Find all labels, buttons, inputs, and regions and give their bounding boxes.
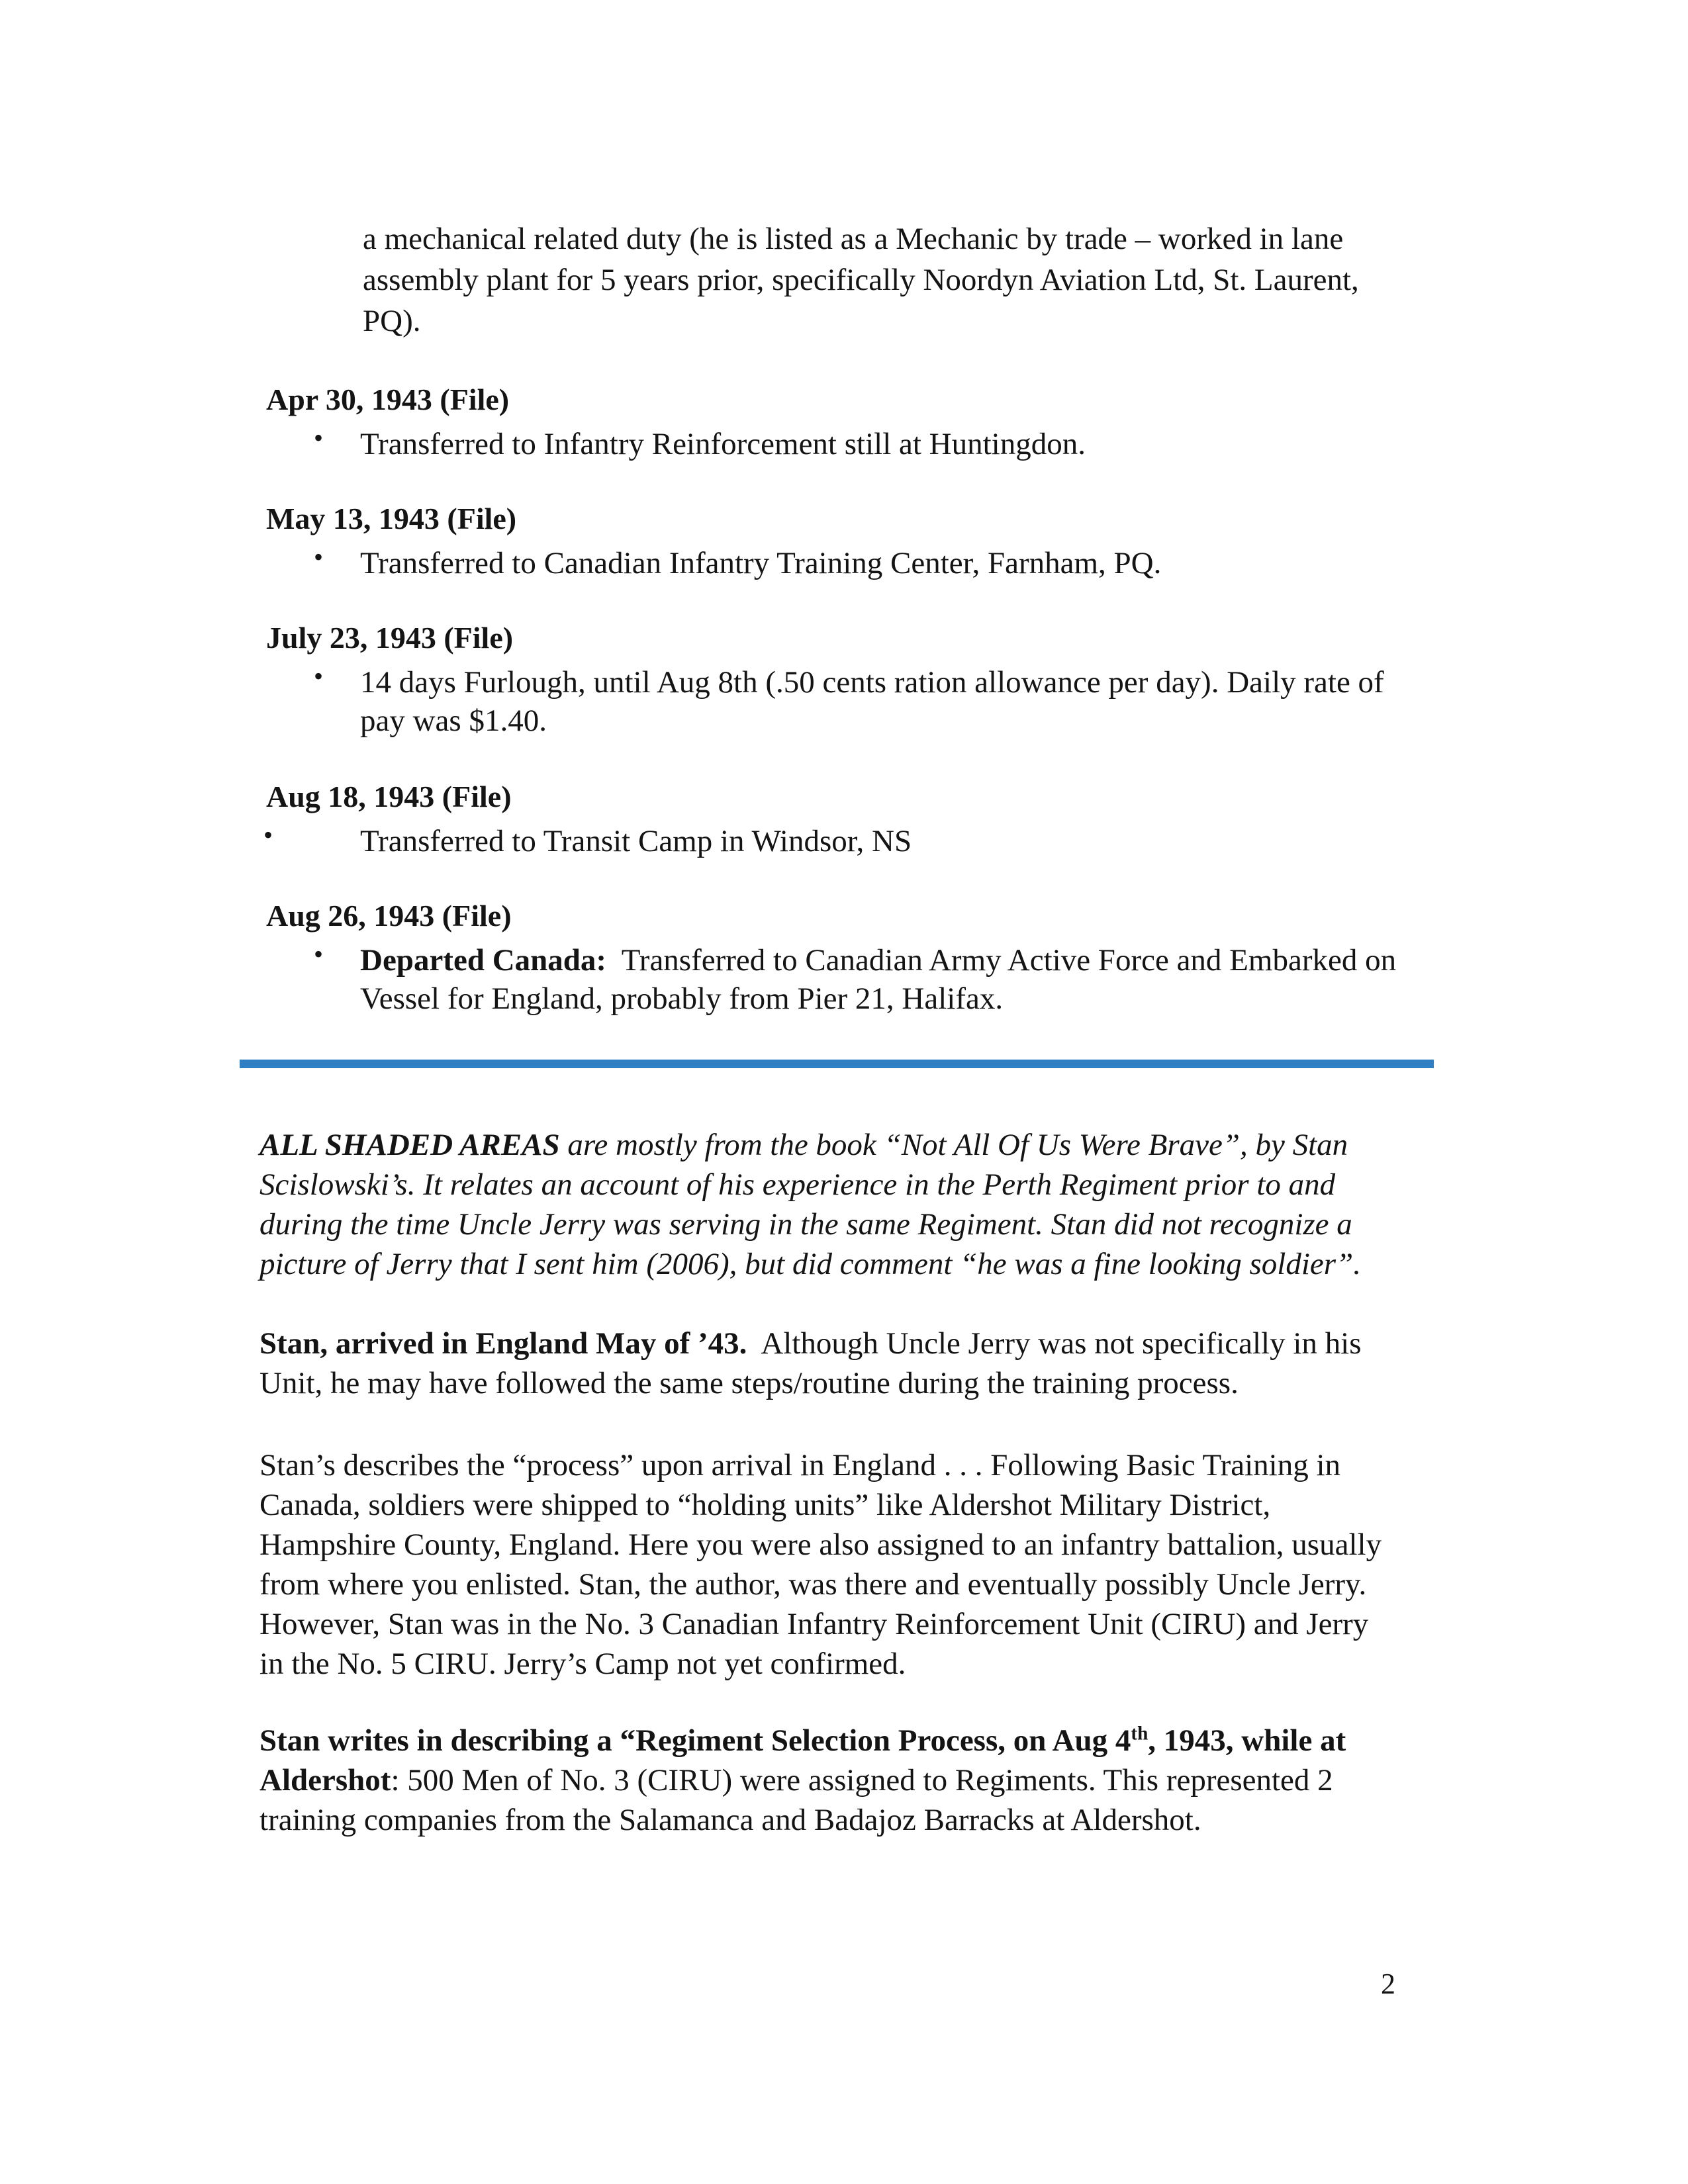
page-number: 2 [1381, 1968, 1395, 2000]
entry-date: May 13, 1943 (File) [266, 502, 517, 535]
entry-text: Transferred to Infantry Reinforcement still at Huntingdon. [360, 427, 1086, 461]
process-paragraph: Stan’s describes the “process” upon arrival in England . . . Following Basic Training in Canada, soldiers were shipped to “holding units” like Aldershot Military District, Hampshire County, England. Here you were also assigned to an infantry battalion, usually from where you enlisted. Stan, the author, was there and eventually possibly Uncle Jerry. However, Stan was in the No. 3 Canadian Infantry Reinforcement Unit (CIRU) and Jerry in the No. 5 CIRU. Jerry’s Camp not yet confirmed. [259, 1448, 1382, 1681]
arrival-paragraph [259, 1324, 1398, 1403]
source-note-text: are mostly from the book “Not All Of Us Were Brave”, by Stan Scislowski’s. It relates an account of his experience in the Perth Regiment prior to and during the time Uncle Jerry was serving in the same Regiment. Stan did not recognize a picture of Jerry that I sent him (2006), but did comment “he was a fine looking soldier”. [259, 1128, 1361, 1281]
entry-date: July 23, 1943 (File) [266, 621, 514, 655]
intro-paragraph: a mechanical related duty (he is listed as a Mechanic by trade – worked in lane assembly plant for 5 years prior, specifically Noordyn Aviation Ltd, St. Laurent, PQ). [363, 222, 1359, 338]
selection-lead-a: Stan writes in describing a “Regiment Selection Process, on Aug 4 [259, 1723, 1131, 1758]
bullet-icon: • [314, 423, 324, 453]
arrival-lead: Stan, arrived in England May of ’43. [259, 1326, 747, 1361]
arrival-text: Although Uncle Jerry was not specifically in his Unit, he may have followed the same steps/routine during the training process. [259, 1326, 1362, 1400]
entry-text: 14 days Furlough, until Aug 8th (.50 cents ration allowance per day). Daily rate of pay was $1.40. [360, 665, 1384, 738]
selection-lead-b: , 1943, while at Aldershot [259, 1723, 1346, 1797]
entry-date: Aug 26, 1943 (File) [266, 899, 512, 933]
bullet-icon: • [314, 661, 324, 691]
entry-date: Apr 30, 1943 (File) [266, 383, 510, 416]
entry-lead: Departed Canada: [360, 943, 607, 978]
entry-text: Transferred to Transit Camp in Windsor, NS [360, 824, 912, 858]
section-divider [240, 1060, 1434, 1068]
selection-text: : 500 Men of No. 3 (CIRU) were assigned to Regiments. This represented 2 training companies from the Salamanca and Badajoz Barracks at Aldershot. [259, 1763, 1333, 1837]
entry-date: Aug 18, 1943 (File) [266, 780, 512, 813]
source-note [259, 1125, 1398, 1284]
bullet-icon: • [314, 542, 324, 572]
bullet-icon: • [314, 939, 324, 969]
source-note-lead: ALL SHADED AREAS [259, 1128, 560, 1162]
entry-text [360, 941, 1406, 1018]
entry-text: Transferred to Canadian Infantry Training Center, Farnham, PQ. [360, 546, 1162, 580]
entry-body: Transferred to Canadian Army Active Force and Embarked on Vessel for England, probably from Pier 21, Halifax. [360, 943, 1397, 1016]
selection-paragraph [259, 1721, 1398, 1840]
bullet-icon: • [263, 820, 273, 850]
selection-lead-sup: th [1131, 1723, 1149, 1745]
